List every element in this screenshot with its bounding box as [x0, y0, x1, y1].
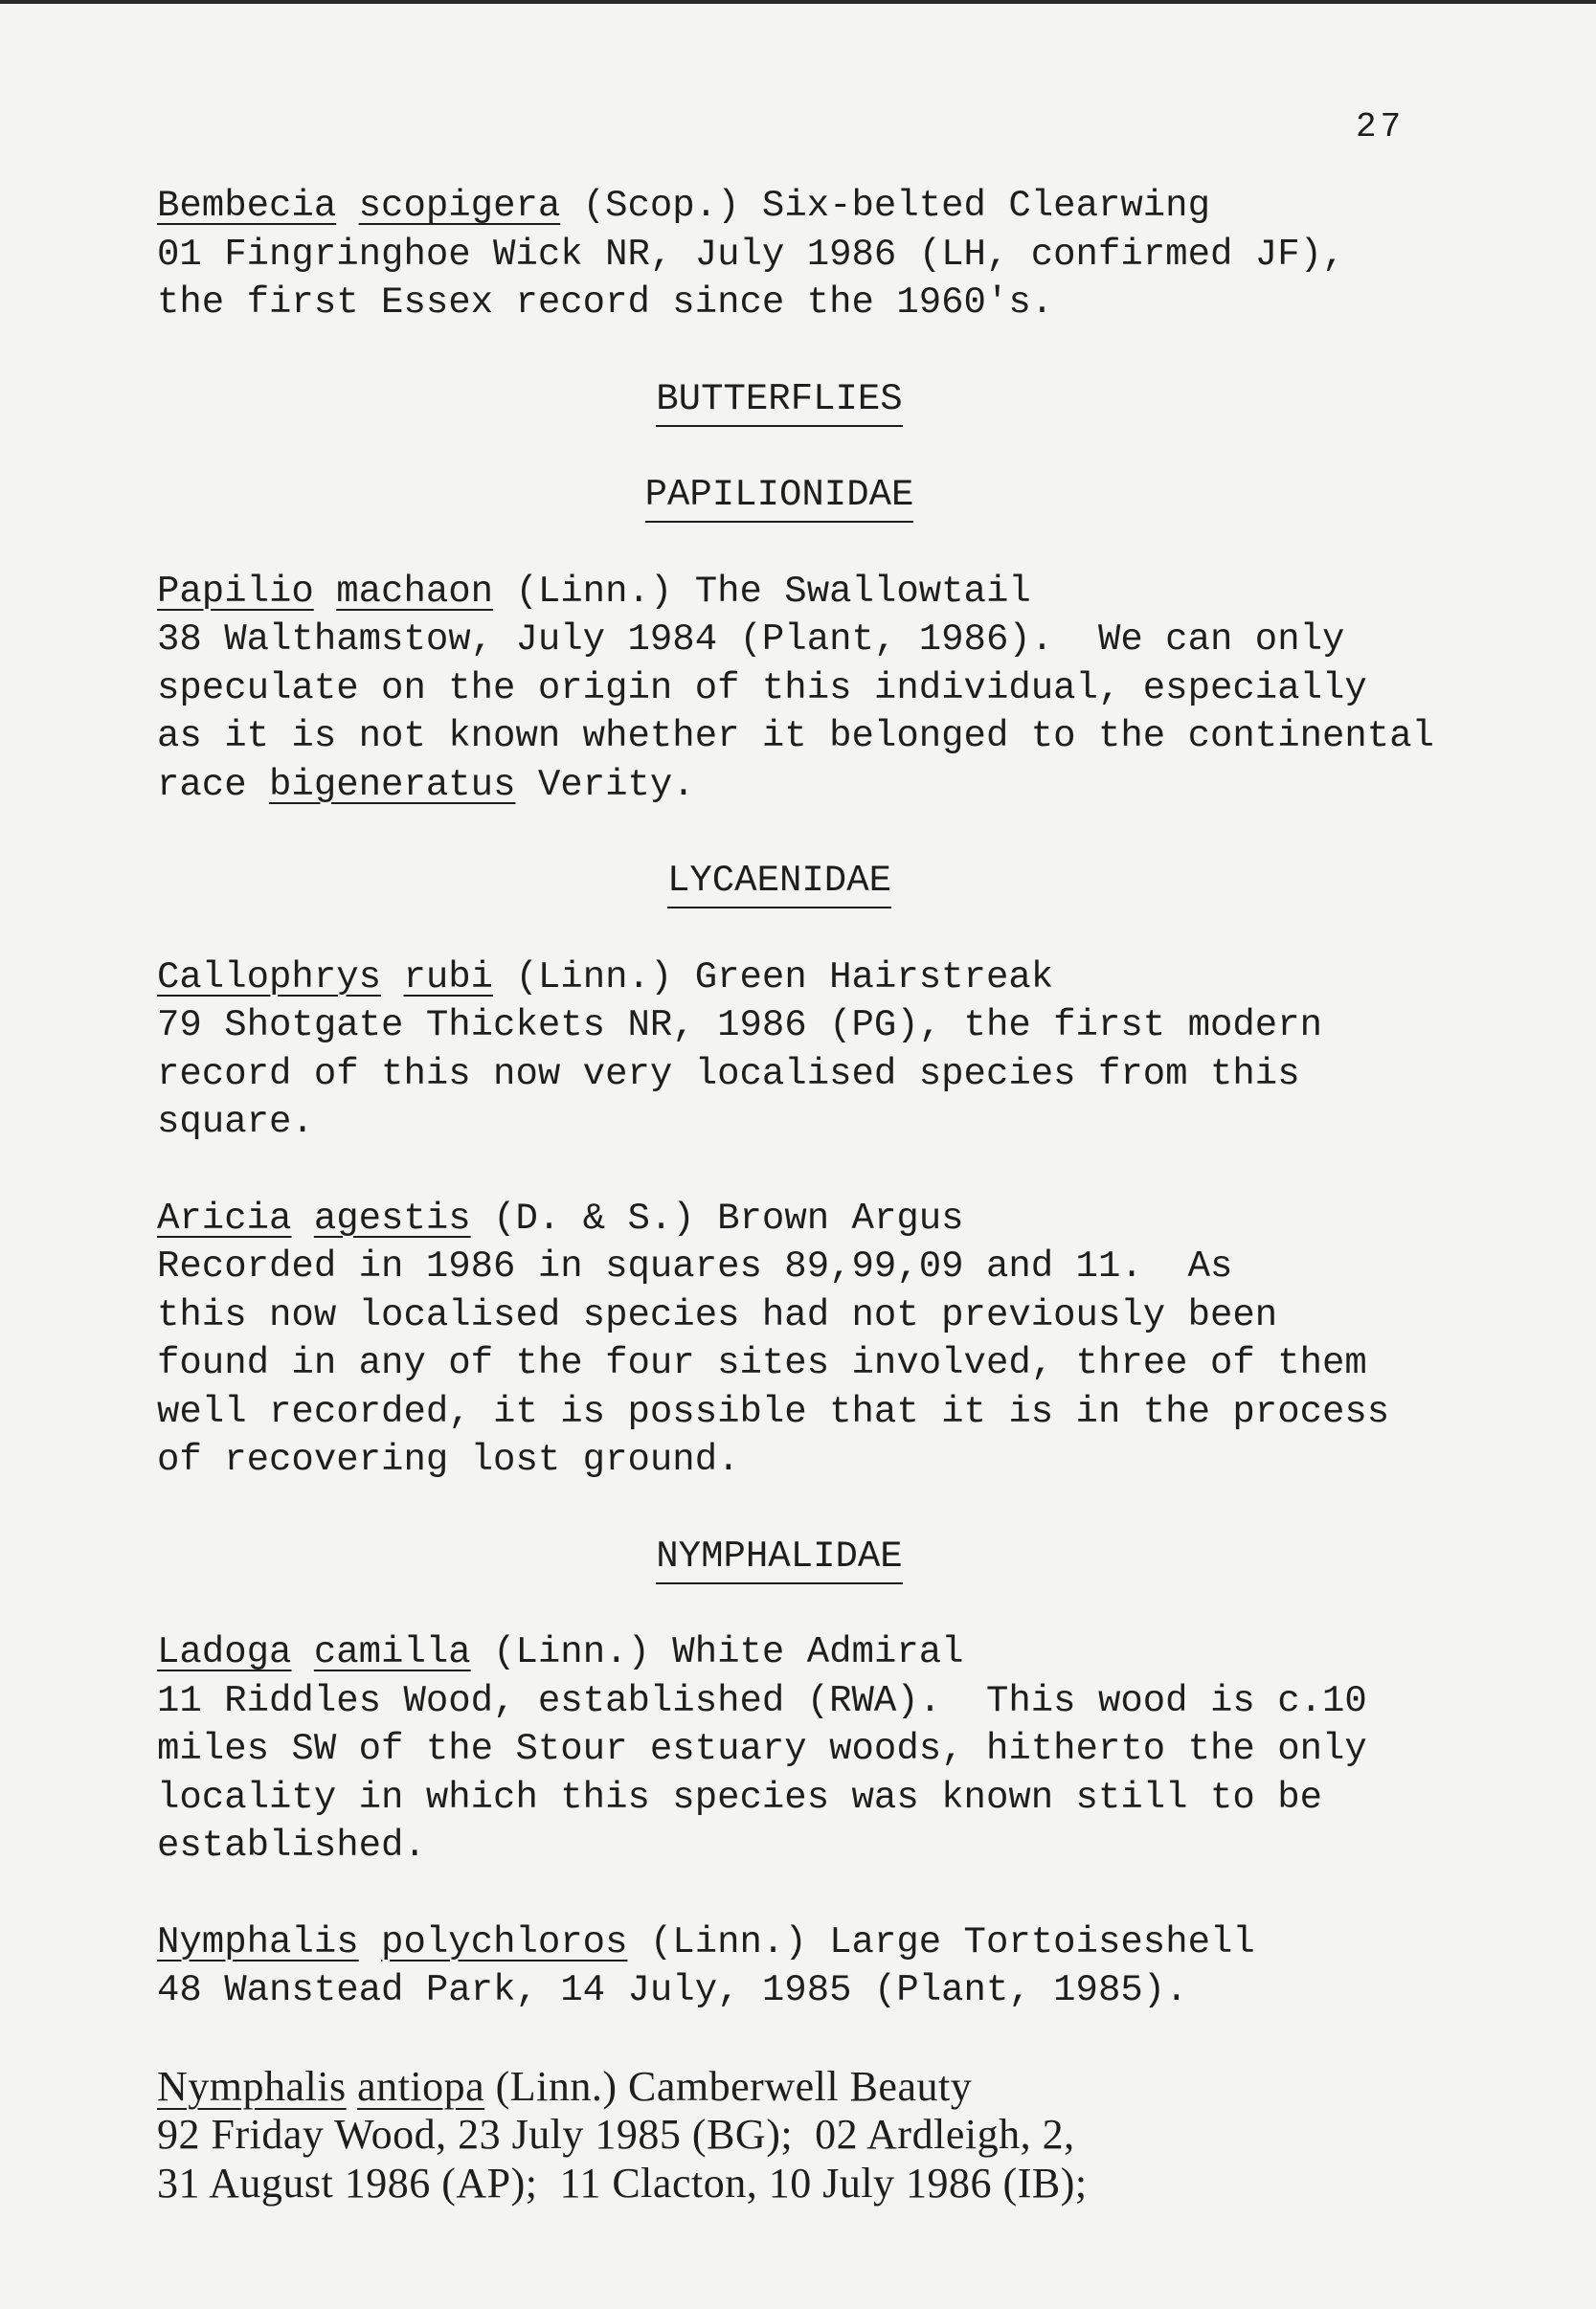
entry-title-antiopa — [157, 2063, 1555, 2112]
entry-title-rest: (Linn.) Green Hairstreak — [493, 955, 1054, 998]
entry-line: as it is not known whether it belonged to the continental — [157, 715, 1435, 757]
entry-line: the first Essex record since the 1960's. — [157, 281, 1054, 324]
entry-title-callophrys — [157, 953, 1555, 1002]
species-name: camilla — [313, 1631, 471, 1673]
entry-line: 11 Riddles Wood, established (RWA). This wood is c.10 — [157, 1679, 1367, 1722]
species-name: polychloros — [381, 1920, 628, 1963]
entry-title-papilio — [157, 568, 1555, 616]
entry-line: established. — [157, 1825, 426, 1867]
entry-line: 38 Walthamstow, July 1984 (Plant, 1986). We can only — [157, 618, 1345, 661]
genus-name: Aricia — [157, 1197, 292, 1240]
entry-line: this now localised species had not previously been — [157, 1293, 1278, 1336]
text-prefix: race — [157, 763, 270, 806]
entry-line: 79 Shotgate Thickets NR, 1986 (PG), the first modern — [157, 1004, 1322, 1046]
entry-title-rest: (Linn.) White Admiral — [470, 1631, 964, 1673]
entry-title-aricia — [157, 1195, 1555, 1244]
genus-name: Papilio — [157, 570, 314, 613]
entry-line: found in any of the four sites involved, three of them — [157, 1342, 1367, 1384]
entry-line: Recorded in 1986 in squares 89,99,09 and 11. As — [157, 1245, 1233, 1288]
species-name: scopigera — [358, 185, 561, 227]
entry-line-race — [157, 761, 1555, 810]
genus-name: Ladoga — [157, 1631, 292, 1673]
entry-line: locality in which this species was known still to be — [157, 1776, 1322, 1819]
entry-line: record of this now very localised species from this — [157, 1052, 1300, 1095]
entry-line: 92 Friday Wood, 23 July 1985 (BG); 02 Ardleigh, 2, — [157, 2111, 1075, 2158]
page-number: 27 — [1356, 107, 1405, 146]
genus-name: Callophrys — [157, 955, 382, 998]
entry-title-rest: (Linn.) The Swallowtail — [493, 570, 1031, 613]
family-heading-nymphalidae: NYMPHALIDAE — [157, 1533, 1402, 1581]
page-body — [157, 182, 1555, 2208]
race-name: bigeneratus — [269, 763, 516, 806]
entry-title-ladoga — [157, 1628, 1555, 1677]
entry-line: 48 Wanstead Park, 14 July, 1985 (Plant, 1985). — [157, 1969, 1188, 2011]
entry-line: 01 Fingringhoe Wick NR, July 1986 (LH, confirmed JF), — [157, 233, 1345, 276]
family-heading-papilionidae: PAPILIONIDAE — [157, 471, 1402, 520]
family-heading-lycaenidae: LYCAENIDAE — [157, 857, 1402, 906]
genus-name: Nymphalis — [157, 1920, 359, 1963]
entry-line: miles SW of the Stour estuary woods, hitherto the only — [157, 1728, 1367, 1770]
scan-edge — [0, 0, 1596, 4]
entry-title-rest: (Scop.) Six-belted Clearwing — [560, 185, 1210, 227]
entry-title-bembecia — [157, 182, 1555, 231]
section-heading-butterflies: BUTTERFLIES — [157, 375, 1402, 424]
entry-line: speculate on the origin of this individual, especially — [157, 666, 1367, 709]
entry-title-polychloros — [157, 1918, 1555, 1967]
text-suffix: Verity. — [515, 763, 695, 806]
entry-title-rest: (D. & S.) Brown Argus — [470, 1197, 964, 1240]
entry-line: 31 August 1986 (AP); 11 Clacton, 10 July 1986 (IB); — [157, 2159, 1088, 2207]
genus-name: Bembecia — [157, 185, 337, 227]
entry-line: square. — [157, 1101, 314, 1143]
entry-line: of recovering lost ground. — [157, 1439, 740, 1481]
species-name: antiopa — [357, 2062, 485, 2110]
entry-line: well recorded, it is possible that it is in the process — [157, 1390, 1390, 1433]
entry-title-rest: (Linn.) Camberwell Beauty — [484, 2062, 973, 2110]
genus-name: Nymphalis — [157, 2062, 347, 2110]
entry-title-rest: (Linn.) Large Tortoiseshell — [627, 1920, 1255, 1963]
species-name: machaon — [336, 570, 494, 613]
species-name: agestis — [313, 1197, 471, 1240]
species-name: rubi — [403, 955, 494, 998]
